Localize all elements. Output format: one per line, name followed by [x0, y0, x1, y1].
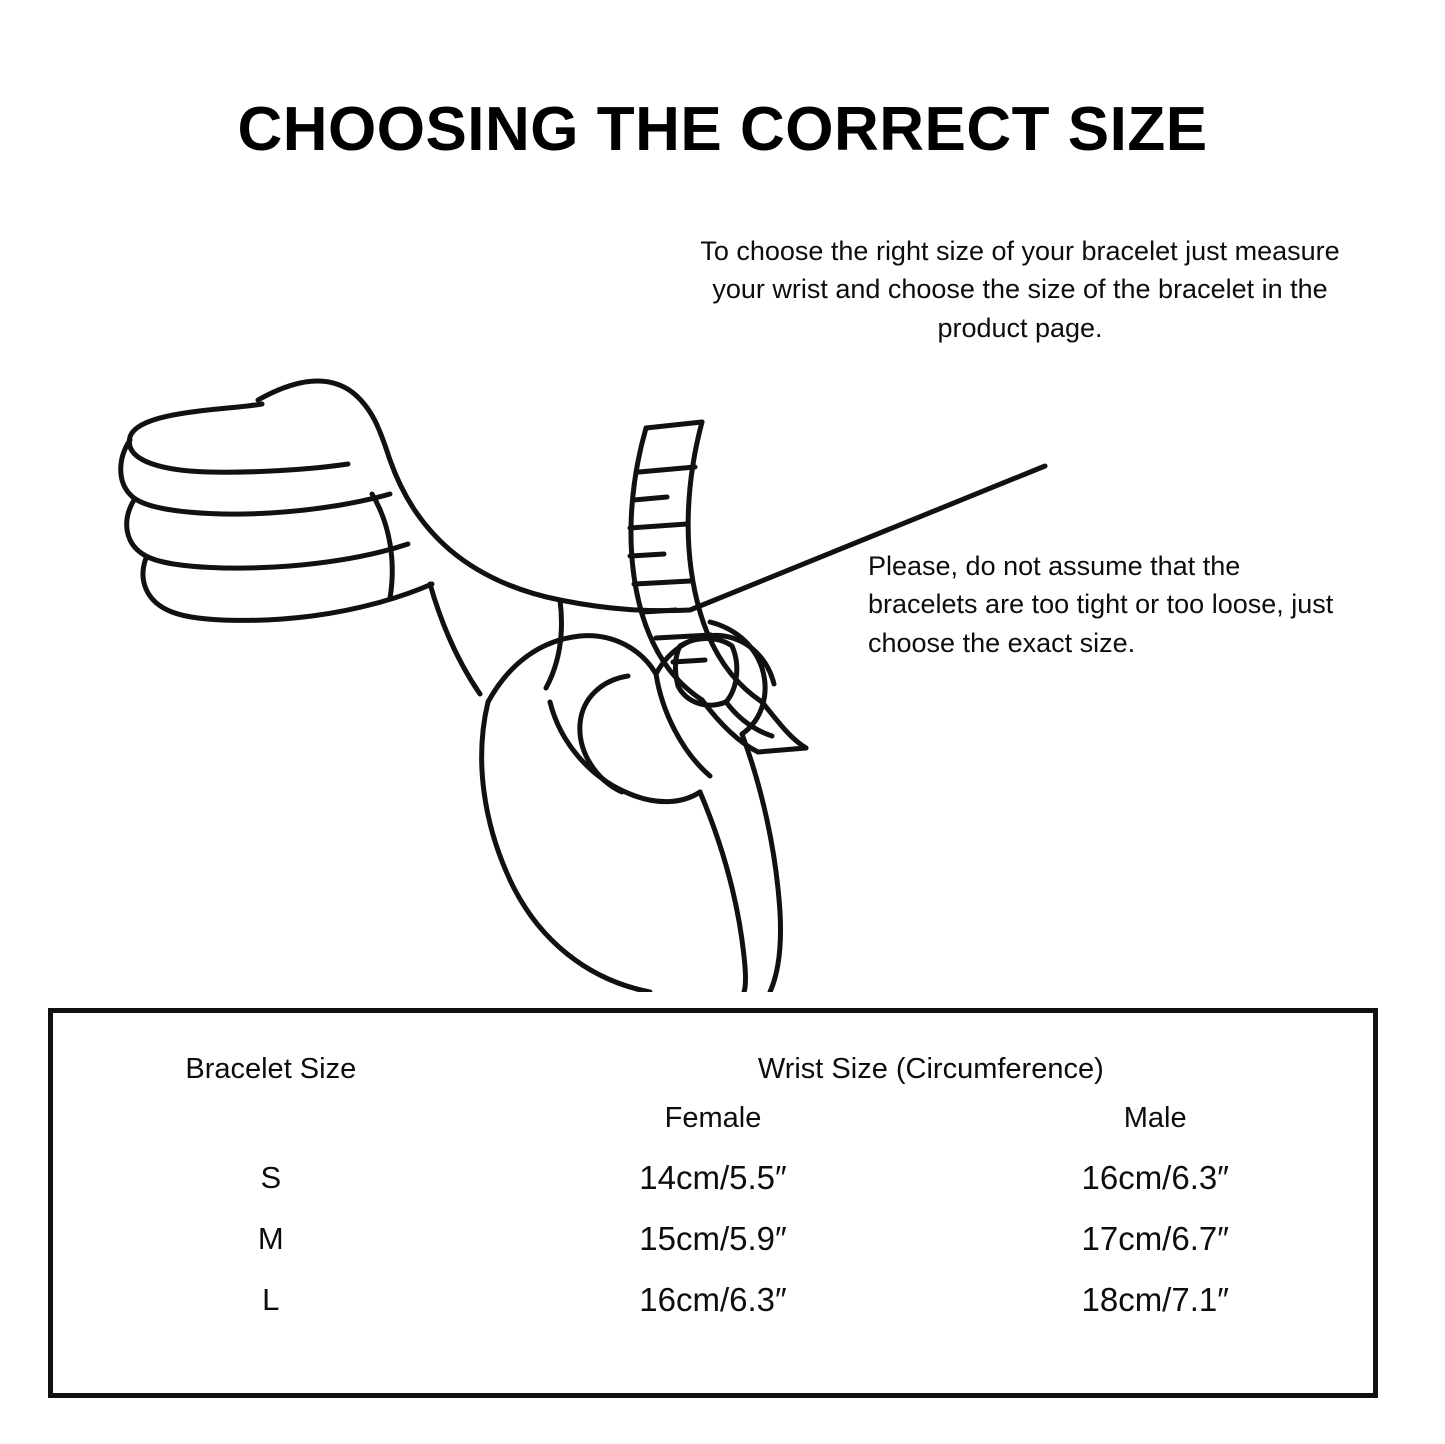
cell-size: L	[262, 1282, 280, 1317]
cell-male: 17cm/6.7″	[1081, 1220, 1229, 1257]
cell-female: 14cm/5.5″	[639, 1159, 787, 1196]
subheader-empty	[53, 1088, 489, 1137]
cell-size: S	[260, 1160, 282, 1195]
table-row	[53, 1259, 1373, 1320]
hand-measuring-wrist-illustration	[90, 232, 1070, 992]
header-wrist-size: Wrist Size (Circumference)	[757, 1053, 1104, 1085]
intro-paragraph-2: Please, do not assume that the bracelets are too tight or too loose, just choose the exact size.	[868, 551, 1334, 658]
subheader-male: Male	[1123, 1102, 1187, 1134]
size-chart-table	[53, 1013, 1373, 1320]
cell-male: 16cm/6.3″	[1081, 1159, 1229, 1196]
header-bracelet-size: Bracelet Size	[185, 1053, 357, 1085]
cell-female: 15cm/5.9″	[639, 1220, 787, 1257]
cell-male: 18cm/7.1″	[1081, 1281, 1229, 1318]
subheader-female: Female	[664, 1102, 762, 1134]
cell-size: M	[257, 1221, 284, 1256]
page-title: CHOOSING THE CORRECT SIZE	[237, 95, 1208, 164]
table-row	[53, 1137, 1373, 1198]
table-subheader-row	[53, 1088, 1373, 1137]
intro-paragraph-1: To choose the right size of your bracelet just measure your wrist and choose the size of the bracelet in the product page.	[700, 236, 1340, 343]
cell-female: 16cm/6.3″	[639, 1281, 787, 1318]
table-row	[53, 1198, 1373, 1259]
table-header-row	[53, 1013, 1373, 1088]
size-chart	[48, 1008, 1378, 1398]
